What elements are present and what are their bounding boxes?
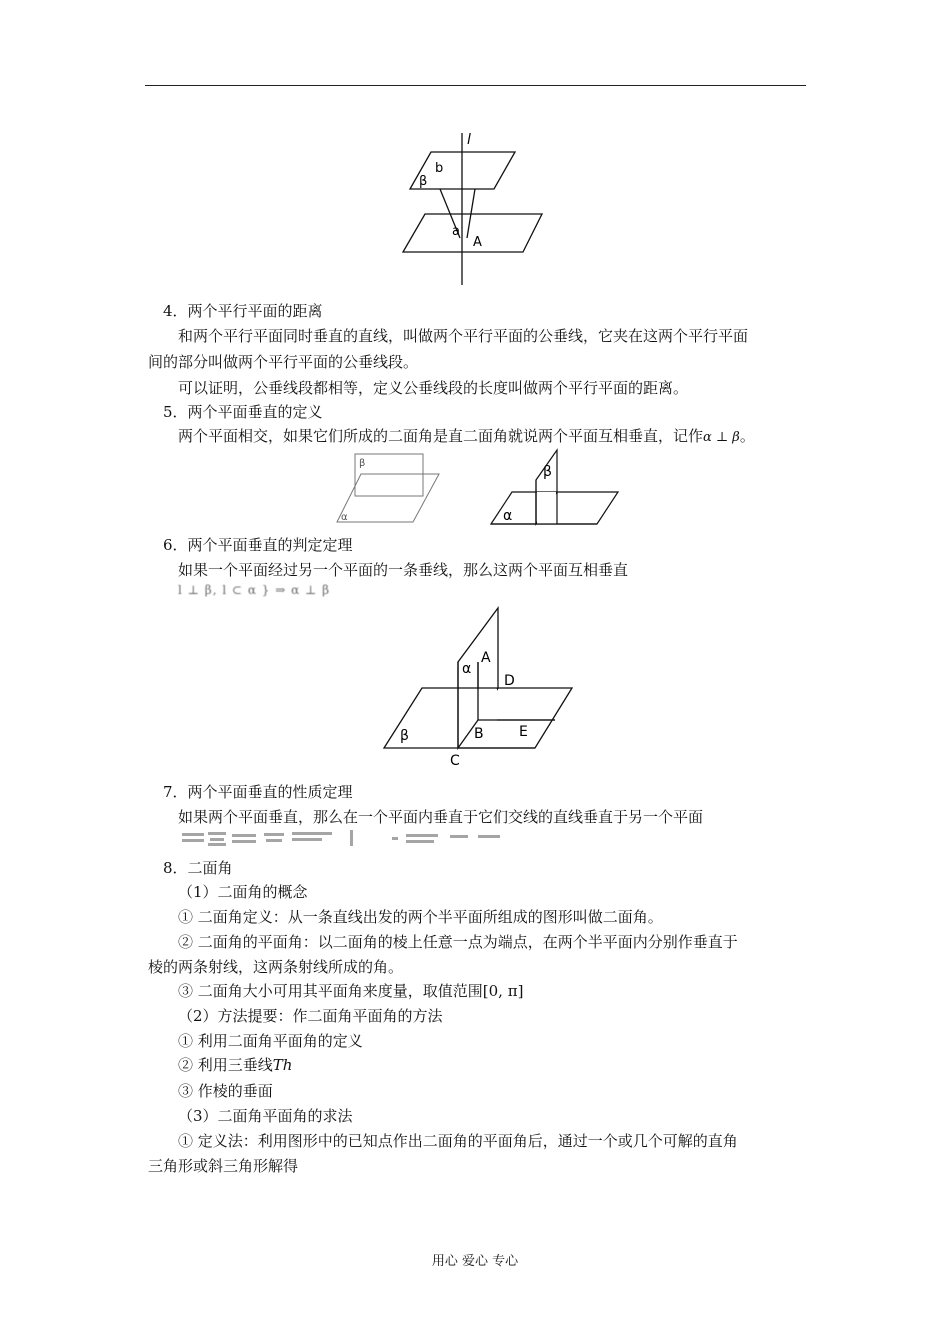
fig4-label-beta: β [400,728,409,744]
s8-item2a: ② 二面角的平面角：以二面角的棱上任意一点为端点，在两个半平面内分别作垂直于 [178,933,738,951]
fig3-label-beta: β [543,464,552,480]
s4-heading: 4．两个平行平面的距离 [163,302,323,320]
s8-method2-text: ② 利用三垂线 [178,1056,273,1074]
s6-heading: 6．两个平面垂直的判定定理 [163,536,353,554]
fig3-label-alpha: α [503,508,513,524]
figure-parallel-planes [395,128,555,288]
s8-item1: ① 二面角定义：从一条直线出发的两个半平面所组成的图形叫做二面角。 [178,908,663,926]
s8-sub2: （2）方法提要：作二面角平面角的方法 [178,1007,443,1025]
s8-item3-text: ③ 二面角大小可用其平面角来度量，取值范围 [178,982,483,1000]
figure-perpendicular-theorem [380,605,580,775]
fig2-label-alpha: α [341,512,348,523]
fig1-label-beta: β [419,174,428,189]
s5-formula: α ⊥ β [703,430,740,445]
s8-def1a: ① 定义法：利用图形中的已知点作出二面角的平面角后，通过一个或几个可解的直角 [178,1132,738,1150]
s7-formula-image [180,827,525,849]
figure-perpendicular-planes-1 [335,450,460,528]
fig1-label-alpha: a [452,224,460,239]
fig4-label-B: B [474,726,484,742]
s8-heading: 8．二面角 [163,859,233,877]
s8-item3 [178,981,523,1001]
s8-def1b: 三角形或斜三角形解得 [148,1157,299,1175]
s7-heading: 7．两个平面垂直的性质定理 [163,783,353,801]
fig4-label-alpha: α [462,661,472,677]
s8-method2 [178,1055,292,1075]
s5-para1-text: 两个平面相交，如果它们所成的二面角是直二面角就说两个平面互相垂直，记作 [178,427,704,445]
fig4-label-E: E [519,724,528,740]
fig4-label-A: A [481,650,491,666]
s5-para1-end: 。 [739,427,755,445]
s8-sub1: （1）二面角的概念 [178,883,308,901]
figure-perpendicular-planes-2 [488,448,623,528]
fig1-label-l: l [467,132,471,148]
s8-method3: ③ 作棱的垂面 [178,1082,273,1100]
fig1-label-A: A [473,235,482,250]
s4-para1a: 和两个平行平面同时垂直的直线，叫做两个平行平面的公垂线，它夹在这两个平行平面 [178,327,749,345]
s8-item3-range: [0, π] [482,982,524,1000]
s4-para2: 可以证明，公垂线段都相等，定义公垂线段的长度叫做两个平行平面的距离。 [178,379,689,397]
header-rule [145,85,806,86]
s8-method1: ① 利用二面角平面角的定义 [178,1032,363,1050]
s5-para1 [178,426,755,448]
s6-para1: 如果一个平面经过另一个平面的一条垂线，那么这两个平面互相垂直 [178,561,629,579]
s7-para1: 如果两个平面垂直，那么在一个平面内垂直于它们交线的直线垂直于另一个平面 [178,808,704,826]
fig4-label-D: D [504,673,515,689]
s8-method2-th: Th [272,1056,293,1074]
fig2-label-beta: β [359,458,366,469]
s4-para1b: 间的部分叫做两个平行平面的公垂线段。 [148,353,419,371]
s5-heading: 5．两个平面垂直的定义 [163,403,323,421]
s8-item2b: 棱的两条射线，这两条射线所成的角。 [148,958,404,976]
page-footer: 用心 爱心 专心 [431,1254,519,1269]
s6-formula: l ⊥ β, l ⊂ α } ⇒ α ⊥ β [178,583,331,597]
s8-sub3: （3）二面角平面角的求法 [178,1107,353,1125]
fig1-label-b: b [435,161,444,176]
fig4-label-C: C [450,753,460,769]
